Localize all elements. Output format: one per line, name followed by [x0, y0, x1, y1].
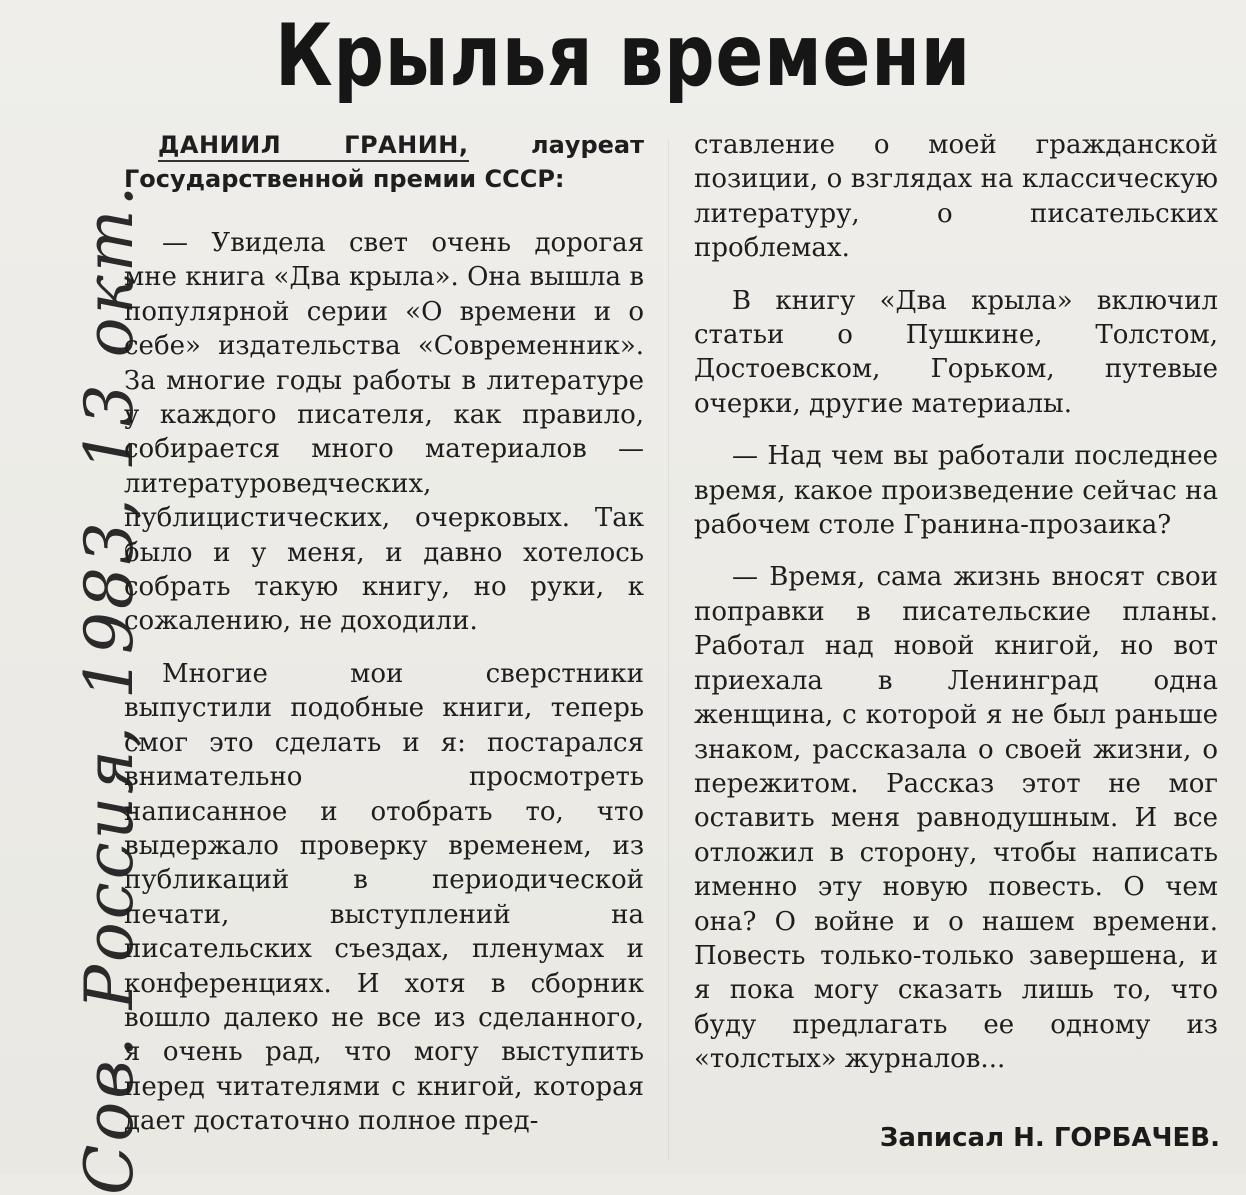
- signature: Записал Н. ГОРБАЧЕВ.: [879, 1123, 1220, 1153]
- handwritten-annotation: Сов. Россия, 1983, 13 окт.: [71, 182, 148, 1195]
- author-intro: [124, 128, 644, 196]
- paragraph: — Увидела свет очень дорогая мне книга «Два крыла». Она вышла в популярной серии «О времени и о себе» издательства «Современник». За многие годы работы в литературе у каждого писателя, как правило, собирается много материалов — литературоведческих, публицистических, очерковых. Так было и у меня, и давно хотелось собрать такую книгу, но руки, к сожалению, не доходили.: [124, 228, 644, 637]
- paragraph: — Время, сама жизнь вносят свои поправки в писательские планы. Работал над новой книгой, но вот приехала в Ленинград одна женщина, с которой я не был раньше знаком, рассказала о своей жизни, о пережитом. Рассказ этот не мог оставить меня равнодушным. И все отложил в сторону, чтобы написать именно эту новую повесть. О чем она? О войне и о нашем времени. Повесть только-только завершена, и я пока могу сказать лишь то, что буду предлагать ее одному из «толстых» журналов...: [694, 562, 1218, 1075]
- paragraph: В книгу «Два крыла» включил статьи о Пушкине, Толстом, Достоевском, Горьком, путевые очерки, другие материалы.: [694, 285, 1218, 419]
- paragraph: — Над чем вы работали последнее время, какое произведение сейчас на рабочем столе Гранина-прозаика?: [694, 441, 1218, 541]
- right-column: [694, 128, 1218, 1077]
- author-name: ДАНИИЛ ГРАНИН,: [158, 131, 469, 162]
- author-title: лауреат Государственной премии СССР:: [124, 131, 644, 193]
- paragraph: Многие мои сверстники выпустили подобные книги, теперь смог это сделать и я: постарался внимательно просмотреть написанное и отобрать то, что выдержало проверку временем, из публикаций в периодической печати, выступлений на писательских съездах, пленумах и конференциях. И хотя в сборник вошло далеко не все из сделанного, я очень рад, что могу выступить перед читателями с книгой, которая дает достаточно полное пред-: [124, 658, 644, 1137]
- paragraph: ставление о моей гражданской позиции, о взглядах на классическую литературу, о писательских проблемах.: [694, 130, 1218, 264]
- column-divider: [668, 140, 669, 1160]
- headline: Крылья времени: [274, 6, 971, 106]
- left-column: [124, 128, 644, 1139]
